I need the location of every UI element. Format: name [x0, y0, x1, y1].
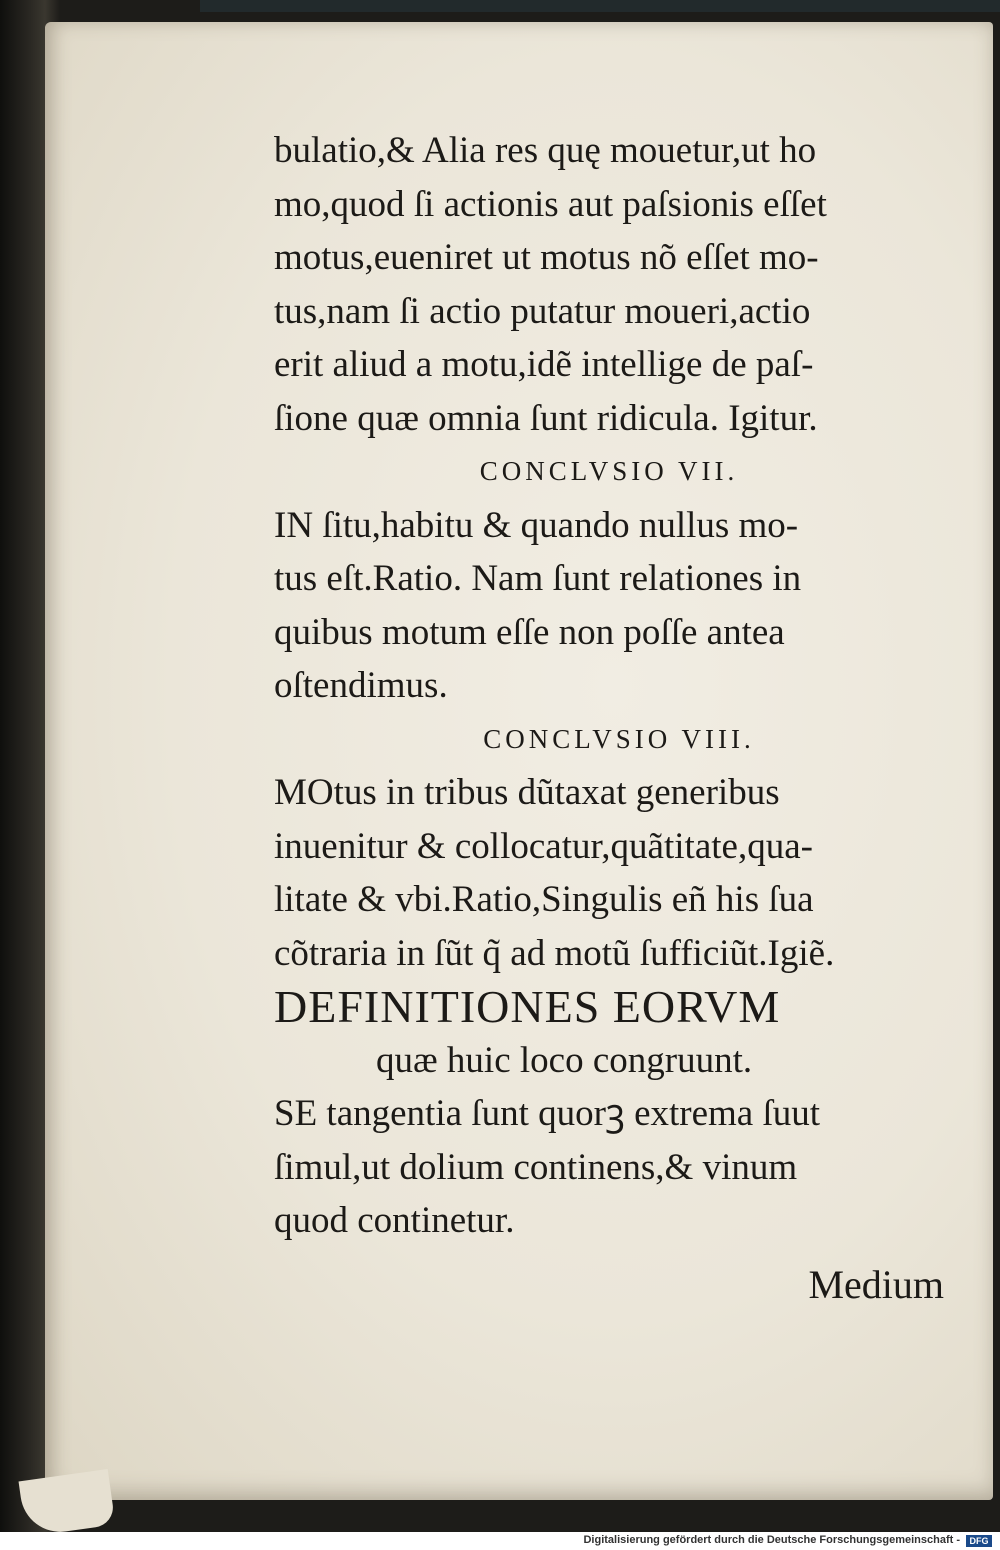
section-heading-conclusio-8: CONCLVSIO VIII. [483, 723, 755, 754]
text-line: inuenitur & collocatur,quãtitate,qua- [274, 825, 813, 867]
text-line: ſione quæ omnia ſunt ridicula. Igitur. [274, 397, 818, 439]
text-line: MOtus in tribus dũtaxat generibus [274, 772, 780, 813]
section-heading-conclusio-7: CONCLVSIO VII. [479, 456, 739, 486]
definitions-subheading: quæ huic loco congruunt. [376, 1039, 753, 1081]
text-line: quod continetur. [274, 1200, 515, 1241]
catchword: Medium [808, 1261, 944, 1307]
text-line: quibus motum eſſe non poſſe antea [274, 611, 785, 653]
text-line: mo,quod ſi actionis aut paſsionis eſſet [274, 183, 827, 225]
text-line: SE tangentia ſunt quorꝫ extrema ſuut [274, 1093, 821, 1134]
text-line: tus eſt.Ratio. Nam ſunt relationes in [274, 558, 802, 599]
text-line: motus,eueniret ut motus nõ eſſet mo- [274, 237, 819, 278]
text-line: ſimul,ut dolium continens,& vinum [274, 1146, 798, 1188]
text-line: cõtraria in ſũt q̃ ad motũ ſufficiũt.Igiẽ. [274, 932, 835, 974]
text-line: bulatio,& Alia res quę mouetur,ut ho [274, 130, 817, 171]
text-line: oſtendimus. [274, 665, 448, 706]
page-text [274, 124, 944, 1318]
text-line: litate & vbi.Ratio,Singulis eñ his ſua [274, 879, 814, 920]
definitions-heading: DEFINITIONES EORVM [274, 981, 781, 1032]
digitization-credit: Digitalisierung gefördert durch die Deutsche Forschungsgemeinschaft - [583, 1534, 960, 1546]
text-line: erit aliud a motu,idẽ intellige de paſ- [274, 344, 814, 385]
dfg-logo: DFG [966, 1535, 992, 1547]
text-line: IN ſitu,habitu & quando nullus mo- [274, 504, 799, 546]
text-line: tus,nam ſi actio putatur moueri,actio [274, 290, 811, 332]
book-cover-edge [200, 0, 1000, 12]
